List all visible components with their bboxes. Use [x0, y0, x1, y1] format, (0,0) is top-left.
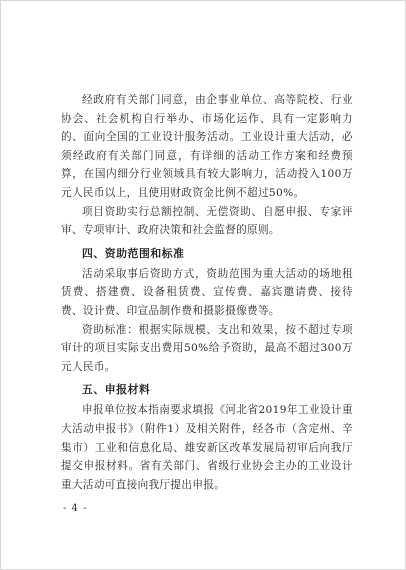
- section-heading-application-materials: 五、申报材料: [82, 383, 151, 397]
- page-number: - 4 -: [63, 503, 88, 514]
- document-body: [61, 91, 353, 494]
- paragraph-activity-definition: 经政府有关部门同意，由企事业单位、高等院校、行业协会、社会机构自行举办、市场化运作、具有一定影响力的、面向全国的工业设计服务活动。工业设计重大活动，必须经政府有关部门同意，有详细的活动工作方案和经费预算，在国内细分行业领域具有较大影响力，活动投入100万元人民币以上，且使用财政资金比例不超过50%。: [61, 94, 353, 199]
- section-heading-funding-scope: 四、资助范围和标准: [82, 246, 185, 260]
- paragraph-funding-scope: 活动采取事后资助方式，资助范围为重大活动的场地租赁费、搭建费、设备租赁费、宣传费、嘉宾邀请费、接待费、设计费、印宣品制作费和摄影摄像费等。: [61, 267, 353, 317]
- paragraph-funding-standard: 资助标准：根据实际规模、支出和效果，按不超过专项审计的项目实际支出费用50%给予资助，最高不超过300万元人民币。: [61, 323, 353, 373]
- paragraph-funding-principles: 项目资助实行总额控制、无偿资助、自愿申报、专家评审、专项审计、政府决策和社会监督的原则。: [61, 205, 353, 237]
- paragraph-application-materials: 申报单位按本指南要求填报《河北省2019年工业设计重大活动申报书》（附件1）及相关附件，经各市（含定州、辛集市）工业和信息化局、雄安新区改革发展局初审后向我厅提交申报材料。省有关部门、省级行业协会主办的工业设计重大活动可直接向我厅提出申报。: [61, 404, 353, 491]
